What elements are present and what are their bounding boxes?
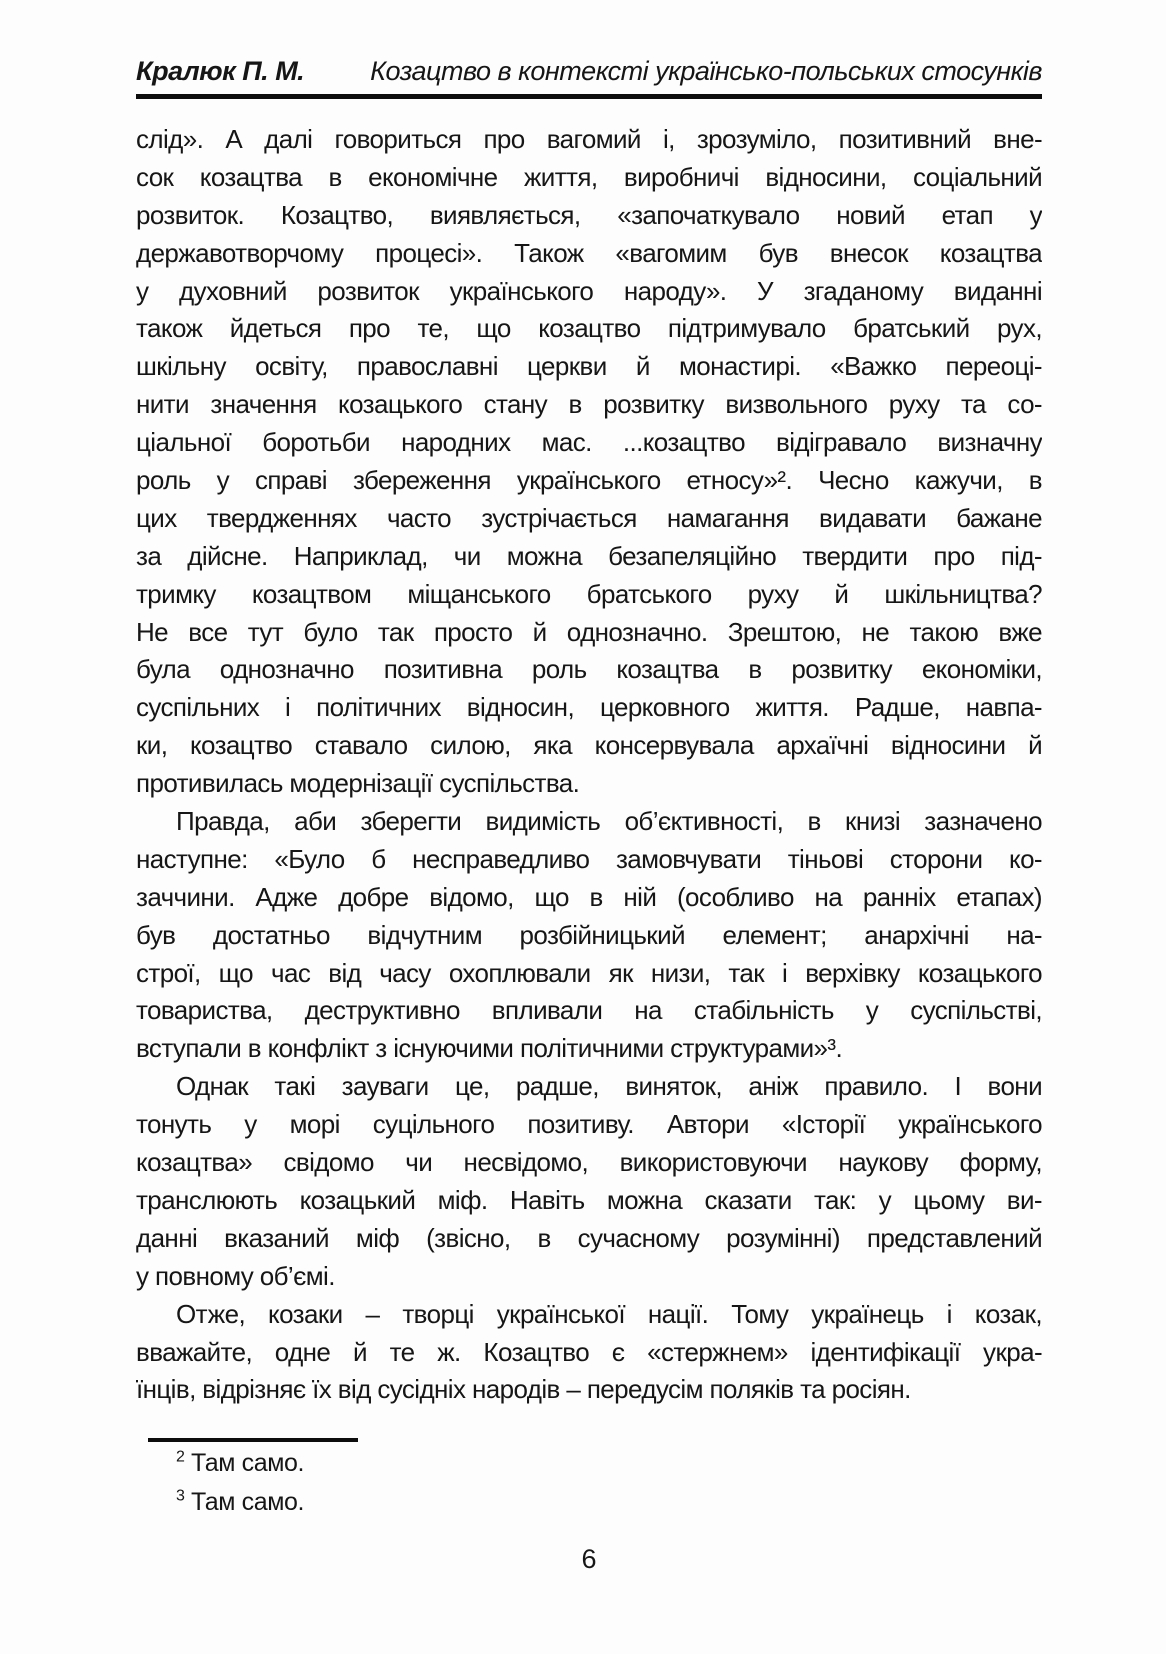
text-line: Правда, аби зберегти видимість об’єктивності, в книзі зазначено	[176, 806, 1042, 837]
text-line: цих твердженнях часто зустрічається намагання видавати бажане	[136, 502, 1042, 533]
text-line: нити значення козацького стану в розвитку визвольного руху та со-	[136, 389, 1042, 420]
text-line: ціальної боротьби народних мас. ...козацтво відігравало визначну	[136, 427, 1042, 458]
text-line: тримку козацтвом міщанського братського руху й шкільництва?	[136, 578, 1042, 609]
text-line: у повному об’ємі.	[136, 1260, 335, 1291]
text-line: Не все тут було так просто й однозначно. Зрештою, не такою вже	[136, 616, 1042, 647]
text-line: заччини. Адже добре відомо, що в ній (особливо на ранніх етапах)	[136, 881, 1042, 912]
text-line: Однак такі зауваги це, радше, виняток, аніж правило. І вони	[176, 1071, 1042, 1102]
text-line: сок козацтва в економічне життя, виробничі відносини, соціальний	[136, 161, 1042, 192]
footnote-marker: 3	[176, 1487, 185, 1505]
text-line: за дійсне. Наприклад, чи можна безапеляційно твердити про під-	[136, 540, 1042, 571]
text-line: козацтва» свідомо чи несвідомо, використовуючи наукову форму,	[136, 1147, 1042, 1178]
author-name: Кралюк П. М.	[136, 56, 305, 86]
book-title: Козацтво в контексті українсько-польських стосунків	[370, 56, 1042, 86]
footnotes	[136, 1444, 1042, 1522]
text-line: суспільних і політичних відносин, церковного життя. Радше, навпа-	[136, 692, 1042, 723]
text-line: роль у справі збереження українського етносу»². Чесно кажучи, в	[136, 465, 1042, 496]
header-rule	[136, 94, 1042, 99]
footnote-marker: 2	[176, 1448, 185, 1466]
text-line: слід». А далі говориться про вагомий і, зрозуміло, позитивний вне-	[136, 124, 1042, 154]
text-line: у духовний розвиток українського народу». У згаданому виданні	[136, 275, 1042, 306]
text-line: транслюють козацький міф. Навіть можна сказати так: у цьому ви-	[136, 1184, 1042, 1215]
running-header	[136, 56, 1042, 87]
text-line: наступне: «Було б несправедливо замовчувати тіньові сторони ко-	[136, 843, 1042, 874]
text-line: розвиток. Козацтво, виявляється, «започаткувало новий етап у	[136, 199, 1042, 230]
text-line: також йдеться про те, що козацтво підтримувало братський рух,	[136, 313, 1042, 344]
footnote: $^2$ Там само.	[176, 1448, 305, 1477]
text-line: їнців, відрізняє їх від сусідніх народів – передусім поляків та росіян.	[136, 1374, 911, 1405]
text-line: противилась модернізації суспільства.	[136, 768, 580, 799]
text-line: вважайте, одне й те ж. Козацтво є «стержнем» ідентифікації укра-	[136, 1336, 1042, 1367]
text-line: Отже, козаки – творці української нації. Тому українець і козак,	[176, 1298, 1042, 1329]
text-line: тонуть у морі суцільного позитиву. Автори «Історії українського	[136, 1109, 1042, 1140]
footnote: $^3$ Там само.	[176, 1487, 305, 1516]
text-line: товариства, деструктивно впливали на стабільність у суспільстві,	[136, 995, 1042, 1026]
footnote-rule	[148, 1438, 358, 1442]
text-line: строї, що час від часу охоплювали як низи, так і верхівку козацького	[136, 957, 1042, 988]
text-line: вступали в конфлікт з існуючими політичними структурами»³.	[136, 1033, 843, 1064]
text-line: був достатньо відчутним розбійницький елемент; анархічні на-	[136, 919, 1042, 950]
text-line: була однозначно позитивна роль козацтва в розвитку економіки,	[136, 654, 1042, 685]
text-block	[136, 121, 1042, 1409]
text-line: ки, козацтво ставало силою, яка консервувала архаїчні відносини й	[136, 730, 1042, 761]
page-number: 6	[581, 1544, 597, 1574]
text-line: шкільну освіту, православні церкви й монастирі. «Важко переоці-	[136, 351, 1042, 382]
text-line: державотворчому процесі». Також «вагомим був внесок козацтва	[136, 237, 1042, 268]
text-line: данні вказаний міф (звісно, в сучасному розумінні) представлений	[136, 1222, 1042, 1253]
